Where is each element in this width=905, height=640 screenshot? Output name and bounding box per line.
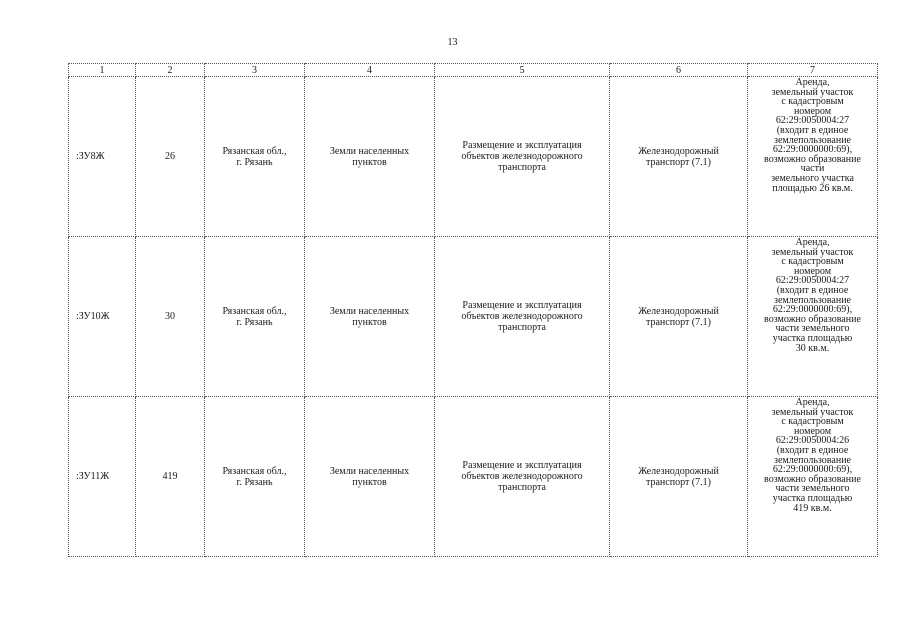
table-header-row bbox=[69, 64, 878, 77]
cell-designation: :ЗУ10Ж bbox=[69, 237, 136, 397]
table-row bbox=[69, 397, 878, 557]
cell-category: Земли населенных пунктов bbox=[305, 237, 435, 397]
column-header: 5 bbox=[435, 64, 610, 77]
cell-area: 30 bbox=[136, 237, 205, 397]
cell-permitted-use: Железнодорожный транспорт (7.1) bbox=[610, 237, 748, 397]
land-plots-table bbox=[68, 63, 878, 557]
cell-permitted-use: Железнодорожный транспорт (7.1) bbox=[610, 77, 748, 237]
cell-area: 419 bbox=[136, 397, 205, 557]
cell-note: Аренда, земельный участок с кадастровым номером 62:29:0050004:27 (входит в единое землепользование 62:29:0000000:69), возможно образование части земельного участка площадью 30 кв.м. bbox=[748, 237, 878, 397]
cell-category: Земли населенных пунктов bbox=[305, 397, 435, 557]
cell-permitted-use: Железнодорожный транспорт (7.1) bbox=[610, 397, 748, 557]
cell-use: Размещение и эксплуатация объектов железнодорожного транспорта bbox=[435, 77, 610, 237]
column-header: 2 bbox=[136, 64, 205, 77]
column-header: 7 bbox=[748, 64, 878, 77]
cell-use: Размещение и эксплуатация объектов железнодорожного транспорта bbox=[435, 237, 610, 397]
cell-note: Аренда, земельный участок с кадастровым номером 62:29:0050004:26 (входит в единое землепользование 62:29:0000000:69), возможно образование части земельного участка площадью 419 кв.м. bbox=[748, 397, 878, 557]
table-row bbox=[69, 237, 878, 397]
cell-area: 26 bbox=[136, 77, 205, 237]
column-header: 4 bbox=[305, 64, 435, 77]
cell-category: Земли населенных пунктов bbox=[305, 77, 435, 237]
cell-designation: :ЗУ11Ж bbox=[69, 397, 136, 557]
cell-location: Рязанская обл., г. Рязань bbox=[205, 237, 305, 397]
cell-use: Размещение и эксплуатация объектов железнодорожного транспорта bbox=[435, 397, 610, 557]
cell-location: Рязанская обл., г. Рязань bbox=[205, 77, 305, 237]
page-number: 13 bbox=[447, 37, 458, 48]
cell-designation: :ЗУ8Ж bbox=[69, 77, 136, 237]
column-header: 1 bbox=[69, 64, 136, 77]
cell-location: Рязанская обл., г. Рязань bbox=[205, 397, 305, 557]
column-header: 6 bbox=[610, 64, 748, 77]
column-header: 3 bbox=[205, 64, 305, 77]
table-row bbox=[69, 77, 878, 237]
cell-note: Аренда, земельный участок с кадастровым номером 62:29:0050004:27 (входит в единое землепользование 62:29:0000000:69), возможно образование части земельного участка площадью 26 кв.м. bbox=[748, 77, 878, 237]
